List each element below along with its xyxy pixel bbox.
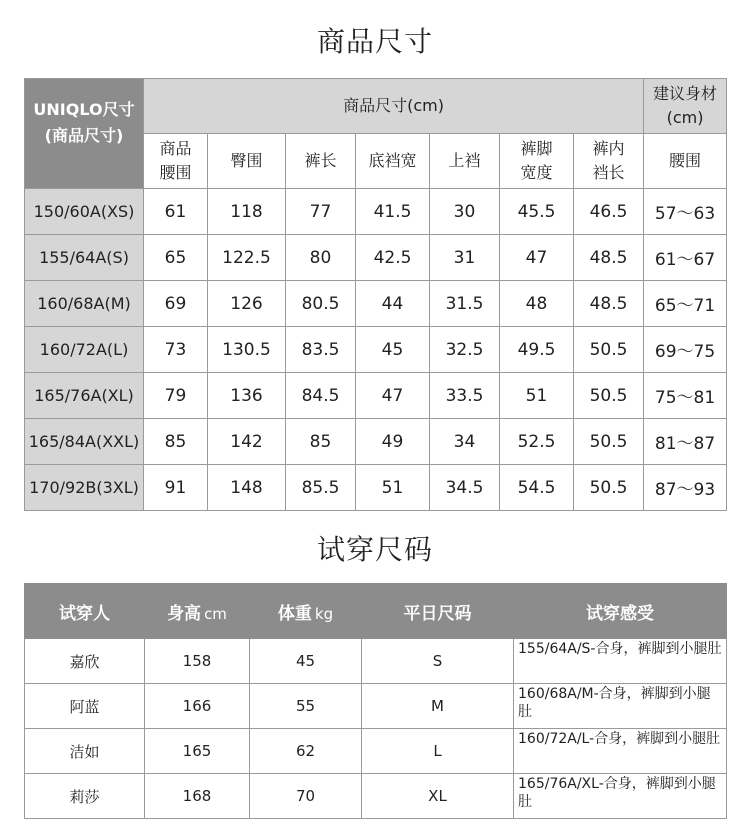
fitting-header-row (25, 584, 727, 639)
table-cell: 73 (144, 327, 208, 373)
fitting-weight-cell: 55 (250, 684, 362, 729)
size-chart-table (24, 78, 727, 511)
size-corner-header (25, 79, 144, 189)
table-cell: 51 (500, 373, 574, 419)
table-cell: 47 (356, 373, 430, 419)
fitting-column-header (514, 584, 727, 639)
table-cell: 50.5 (574, 373, 644, 419)
table-cell: 118 (208, 189, 286, 235)
fitting-column-header (362, 584, 514, 639)
fitting-weight-cell: 45 (250, 639, 362, 684)
table-cell: 41.5 (356, 189, 430, 235)
table-cell: 45 (356, 327, 430, 373)
table-cell: 80.5 (286, 281, 356, 327)
size-label: 165/76A(XL) (25, 373, 144, 419)
fitting-weight-cell: 70 (250, 774, 362, 819)
fitting-weight-cell: 62 (250, 729, 362, 774)
table-cell: 54.5 (500, 465, 574, 511)
fitting-header-label: 平日尺码 (403, 603, 472, 624)
table-cell: 50.5 (574, 465, 644, 511)
column-header (208, 134, 286, 189)
table-cell: 46.5 (574, 189, 644, 235)
fitting-size-cell: S (362, 639, 514, 684)
table-cell: 80 (286, 235, 356, 281)
table-cell: 52.5 (500, 419, 574, 465)
fitting-table (24, 583, 727, 819)
table-cell: 44 (356, 281, 430, 327)
table-row (25, 684, 727, 729)
fitting-size-cell: M (362, 684, 514, 729)
table-cell: 31 (430, 235, 500, 281)
table-cell: 126 (208, 281, 286, 327)
table-cell: 136 (208, 373, 286, 419)
size-label: 150/60A(XS) (25, 189, 144, 235)
table-cell: 48.5 (574, 281, 644, 327)
table-cell: 85 (286, 419, 356, 465)
corner-line1: UNIQLO尺寸 (33, 99, 135, 119)
column-header (430, 134, 500, 189)
fitting-table-body (25, 639, 727, 819)
column-header-line1: 裤内 (592, 139, 625, 158)
fitting-height-cell: 166 (145, 684, 250, 729)
table-cell: 57～63 (644, 189, 727, 235)
body-size-header (644, 79, 727, 134)
column-header (500, 134, 574, 189)
fitting-column-header (25, 584, 145, 639)
table-cell: 84.5 (286, 373, 356, 419)
column-header-line1: 臀围 (230, 151, 263, 170)
fitting-header-unit: cm (204, 604, 227, 623)
table-cell: 34 (430, 419, 500, 465)
corner-line2: (商品尺寸) (44, 125, 124, 145)
table-cell: 49.5 (500, 327, 574, 373)
table-cell: 50.5 (574, 419, 644, 465)
table-cell: 75～81 (644, 373, 727, 419)
fitting-height-cell: 165 (145, 729, 250, 774)
table-cell: 33.5 (430, 373, 500, 419)
column-header (356, 134, 430, 189)
fitting-height-cell: 158 (145, 639, 250, 684)
table-row (25, 639, 727, 684)
fitting-feel-cell: 155/64A/S-合身，裤脚到小腿肚 (514, 639, 727, 684)
table-cell: 50.5 (574, 327, 644, 373)
size-chart-title: 商品尺寸 (316, 25, 433, 58)
fitting-column-header (250, 584, 362, 639)
column-header-line2: 腰围 (159, 163, 192, 182)
fitting-height-cell: 168 (145, 774, 250, 819)
table-cell: 31.5 (430, 281, 500, 327)
table-cell: 48.5 (574, 235, 644, 281)
column-header-line1: 底裆宽 (368, 151, 417, 170)
table-cell: 30 (430, 189, 500, 235)
size-label: 160/68A(M) (25, 281, 144, 327)
table-cell: 45.5 (500, 189, 574, 235)
table-cell: 130.5 (208, 327, 286, 373)
fitting-size-cell: XL (362, 774, 514, 819)
table-row (25, 373, 727, 419)
table-cell: 142 (208, 419, 286, 465)
table-row (25, 729, 727, 774)
table-row (25, 281, 727, 327)
column-header-line1: 上裆 (448, 151, 481, 170)
table-cell: 85 (144, 419, 208, 465)
table-cell: 42.5 (356, 235, 430, 281)
table-row (25, 419, 727, 465)
column-header-line2: 宽度 (520, 163, 553, 182)
table-cell: 83.5 (286, 327, 356, 373)
table-cell: 79 (144, 373, 208, 419)
table-row (25, 189, 727, 235)
table-cell: 47 (500, 235, 574, 281)
fitting-feel-cell: 160/68A/M-合身，裤脚到小腿肚 (514, 684, 727, 729)
size-table-body (25, 189, 727, 511)
table-cell: 69～75 (644, 327, 727, 373)
size-label: 155/64A(S) (25, 235, 144, 281)
table-cell: 85.5 (286, 465, 356, 511)
table-cell: 122.5 (208, 235, 286, 281)
table-row (25, 327, 727, 373)
table-cell: 81～87 (644, 419, 727, 465)
table-cell: 77 (286, 189, 356, 235)
table-cell: 51 (356, 465, 430, 511)
table-row (25, 465, 727, 511)
body-header-line2: (cm) (666, 108, 704, 127)
column-header (286, 134, 356, 189)
column-header (574, 134, 644, 189)
table-cell: 49 (356, 419, 430, 465)
fitting-feel-cell: 160/72A/L-合身，裤脚到小腿肚 (514, 729, 727, 774)
size-label: 170/92B(3XL) (25, 465, 144, 511)
table-cell: 61 (144, 189, 208, 235)
fitting-header-label: 身高 (167, 603, 202, 624)
fitting-column-header (145, 584, 250, 639)
table-cell: 65 (144, 235, 208, 281)
column-header (144, 134, 208, 189)
column-header-line1: 裤长 (304, 151, 337, 170)
fitting-size-cell: L (362, 729, 514, 774)
column-header (644, 134, 727, 189)
fitting-header-label: 试穿人 (59, 603, 110, 624)
fitting-header-label: 体重 (277, 603, 312, 624)
fitting-header-label: 试穿感受 (586, 603, 654, 624)
table-cell: 48 (500, 281, 574, 327)
column-header-line1: 裤脚 (520, 139, 553, 158)
product-size-group-header: 商品尺寸(cm) (144, 79, 644, 134)
fitting-name-cell: 阿蓝 (25, 684, 145, 729)
size-header-row (25, 79, 727, 134)
size-label: 160/72A(L) (25, 327, 144, 373)
table-cell: 32.5 (430, 327, 500, 373)
column-header-line1: 商品 (159, 139, 192, 158)
fitting-name-cell: 莉莎 (25, 774, 145, 819)
fitting-name-cell: 洁如 (25, 729, 145, 774)
table-row (25, 235, 727, 281)
column-header-line1: 腰围 (669, 151, 702, 170)
size-label: 165/84A(XXL) (25, 419, 144, 465)
fitting-name-cell: 嘉欣 (25, 639, 145, 684)
fitting-header-unit: kg (314, 604, 334, 623)
fitting-feel-cell: 165/76A/XL-合身，裤脚到小腿肚 (514, 774, 727, 819)
table-cell: 148 (208, 465, 286, 511)
table-cell: 34.5 (430, 465, 500, 511)
column-header-line2: 裆长 (592, 163, 625, 182)
body-header-line1: 建议身材 (653, 84, 718, 103)
fitting-title: 试穿尺码 (316, 533, 433, 566)
table-cell: 87～93 (644, 465, 727, 511)
table-cell: 65～71 (644, 281, 727, 327)
table-cell: 61～67 (644, 235, 727, 281)
table-cell: 91 (144, 465, 208, 511)
table-row (25, 774, 727, 819)
table-cell: 69 (144, 281, 208, 327)
